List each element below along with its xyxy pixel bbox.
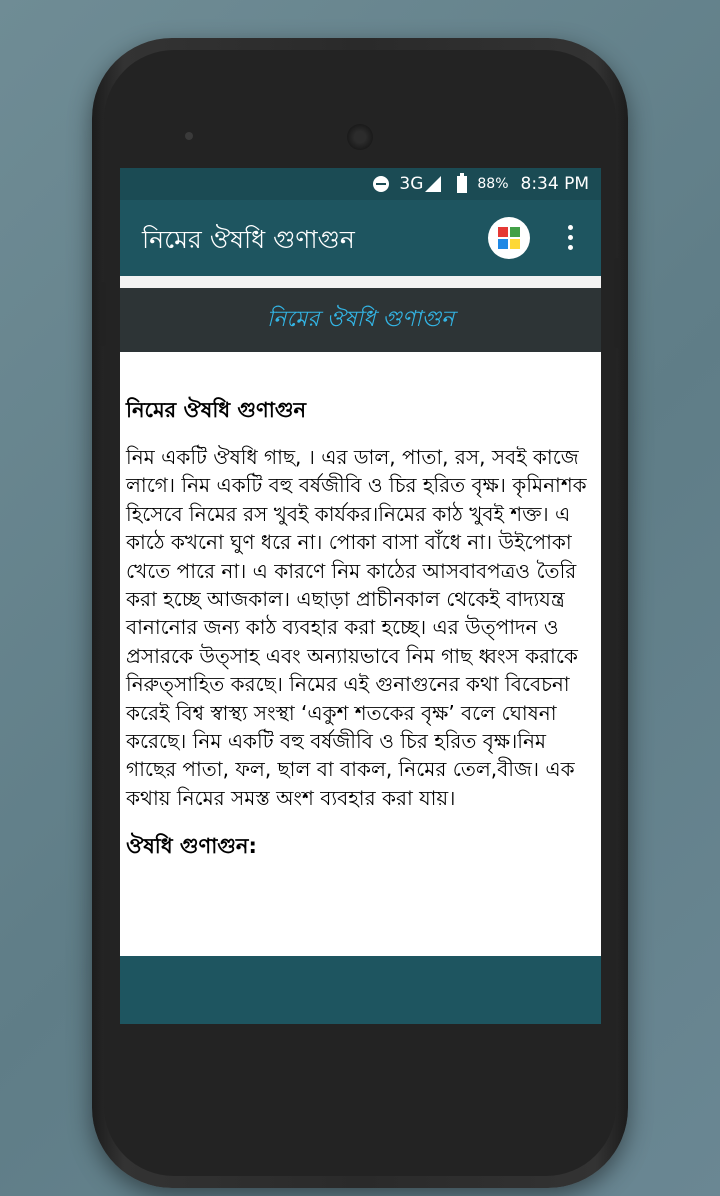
- article-paragraph: নিম একটি ঔষধি গাছ, । এর ডাল, পাতা, রস, সবই কাজে লাগে। নিম একটি বহু বর্ষজীবি ও চির হরিত বৃক্ষ। কৃমিনাশক হিসেবে নিমের রস খুবই কার্যকর।নিমের কাঠ খুবই শক্ত। এ কাঠে কখনো ঘুণ ধরে না। পোকা বাসা বাঁধে না। উইপোকা খেতে পারে না। এ কারণে নিম কাঠের আসবাবপত্রও তৈরি করা হচ্ছে আজকাল। এছাড়া প্রাচীনকাল থেকেই বাদ্যযন্ত্র বানানোর জন্য কাঠ ব্যবহার করা হচ্ছে। এর উত্পাদন ও প্রসারকে উত্সাহ এবং অন্যায়ভাবে নিম গাছ ধ্বংস করাকে নিরুত্সাহিত করছে। নিমের এই গুনাগুনের কথা বিবেচনা করেই বিশ্ব স্বাস্থ্য সংস্থা ‘একুশ শতকের বৃক্ষ’ বলে ঘোষনা করেছে। নিম একটি বহু বর্ষজীবি ও চির হরিত বৃক্ষ।নিম গাছের পাতা, ফল, ছাল বা বাকল, নিমের তেল,বীজ। এক কথায় নিমের সমস্ত অংশ ব্যবহার করা যায়।: [126, 445, 587, 810]
- volume-button: [100, 282, 106, 346]
- menu-dot: [568, 225, 573, 230]
- grid-tile-yellow: [510, 239, 520, 249]
- bottom-bar: [120, 956, 601, 1024]
- network-type: 3G: [399, 174, 424, 194]
- article: [126, 394, 596, 865]
- app-bar: [120, 200, 601, 276]
- status-bar: [120, 168, 601, 200]
- menu-dot: [568, 235, 573, 240]
- grid-tile-blue: [498, 239, 508, 249]
- side-button: [614, 258, 620, 348]
- battery-percentage: 88%: [477, 176, 509, 192]
- article-heading: নিমের ঔষধি গুণাগুন: [126, 398, 306, 422]
- content-top-gap: [120, 276, 601, 288]
- overflow-menu-icon[interactable]: [562, 222, 578, 254]
- phone-screen: [120, 168, 601, 1024]
- app-title: নিমের ঔষধি গুণাগুন: [142, 225, 355, 254]
- grid-tile-green: [510, 227, 520, 237]
- do-not-disturb-icon: [373, 176, 389, 192]
- signal-icon: [425, 176, 441, 192]
- apps-grid-icon[interactable]: [488, 217, 530, 259]
- clock: 8:34 PM: [520, 174, 589, 194]
- content-area[interactable]: [120, 276, 601, 956]
- earpiece-speaker: [347, 124, 373, 150]
- battery-icon: [457, 176, 467, 193]
- banner-title: নিমের ঔষধি গুণাগুন: [266, 306, 455, 332]
- article-subheading: ঔষধি গুণাগুন:: [126, 834, 257, 859]
- menu-dot: [568, 245, 573, 250]
- title-banner: [120, 288, 601, 352]
- grid-tile-red: [498, 227, 508, 237]
- front-camera: [185, 132, 193, 140]
